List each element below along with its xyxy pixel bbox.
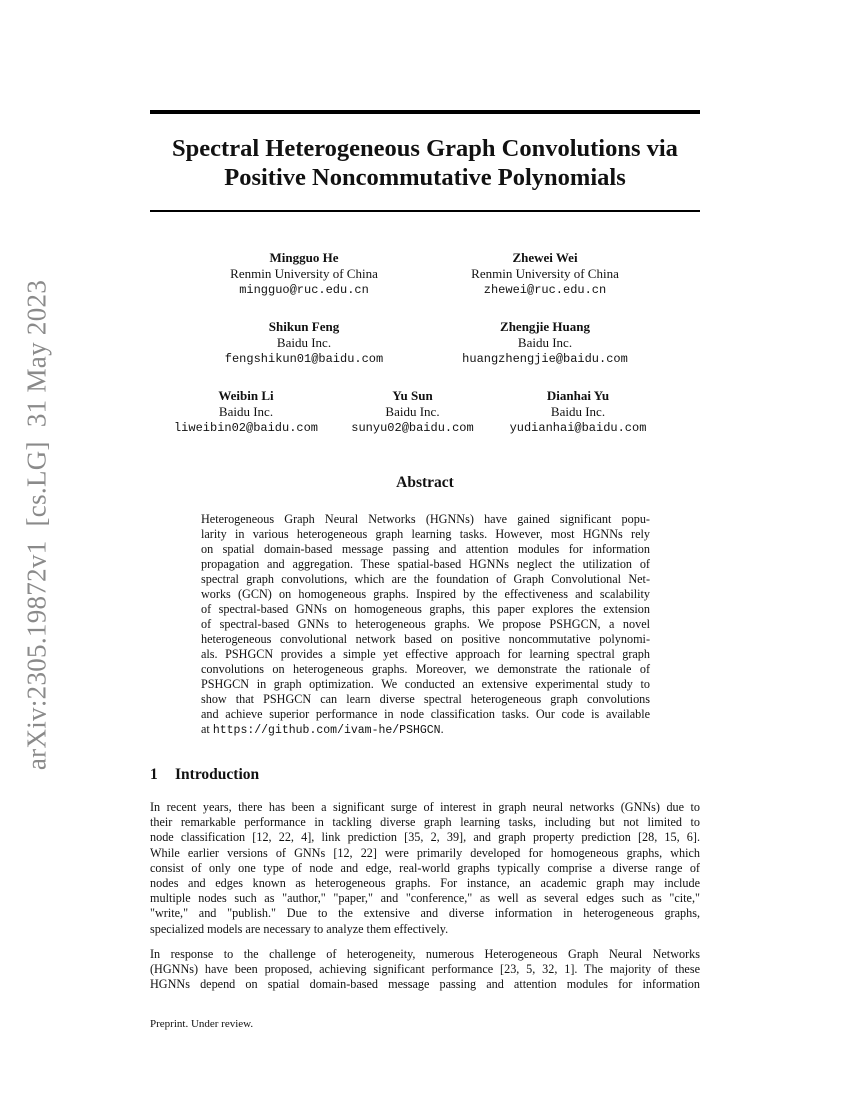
abstract-last-suffix: . (440, 722, 444, 736)
paragraph-line: In recent years, there has been a significant surge of interest in graph neural networks (GNNs) due to (150, 800, 700, 814)
paragraph-line: While earlier versions of GNNs [12, 22] were primarily developed for homogeneous graphs, which (150, 845, 700, 860)
paragraph-line: their remarkable performance in tackling diverse graph learning tasks, including but not limited to (150, 815, 700, 830)
author-name: Weibin Li (218, 388, 274, 403)
author-name: Shikun Feng (268, 319, 340, 334)
abstract-line: of spectral-based GNNs on homogeneous graphs, this paper explores the extension (201, 602, 650, 616)
section-number: 1 (150, 766, 158, 783)
abstract-line: als. PSHGCN provides a simple yet effective approach for learning spectral graph (201, 647, 650, 661)
paragraph-line: (HGNNs) have been proposed, achieving significant performance [23, 5, 32, 1]. The majority of these (150, 962, 700, 977)
abstract-line: Heterogeneous Graph Neural Networks (HGNNs) have gained significant popu- (201, 512, 650, 526)
author-name: Zhewei Wei (512, 250, 578, 265)
intro-paragraph-1 (150, 800, 700, 937)
preprint-footnote: Preprint. Under review. (150, 1018, 254, 1030)
author-block (498, 388, 658, 436)
paragraph-line: specialized models are necessary to analyze them effectively. (150, 921, 449, 936)
abstract-line: show that PSHGCN can learn diverse spectral heterogeneous graph convolutions (201, 692, 650, 706)
section-title: Introduction (175, 766, 260, 783)
title-line-2: Positive Noncommutative Polynomials (224, 164, 626, 191)
author-block (445, 250, 645, 298)
paragraph-line: node classification [12, 22, 4], link prediction [35, 2, 39], and graph property prediction [28, 15, 6]. (150, 830, 700, 845)
author-block (163, 388, 329, 436)
arxiv-sidebar-stamp (22, 280, 53, 770)
arxiv-date: 31 May 2023 (21, 279, 52, 428)
title-line-1: Spectral Heterogeneous Graph Convolutions via (172, 135, 678, 162)
abstract-last-prefix: at (201, 722, 213, 736)
author-name: Zhengjie Huang (500, 319, 590, 334)
abstract-heading: Abstract (396, 474, 454, 491)
author-affiliation: Baidu Inc. (218, 404, 274, 419)
paragraph-line: "write," and "publish." Due to the extensive and diverse information in heterogeneous graphs, (150, 906, 700, 921)
author-email: huangzhengjie@baidu.com (462, 352, 628, 366)
author-affiliation: Baidu Inc. (276, 335, 332, 350)
author-affiliation: Renmin University of China (230, 266, 378, 281)
author-block (340, 388, 485, 436)
author-email: fengshikun01@baidu.com (224, 352, 384, 366)
author-email: sunyu02@baidu.com (351, 421, 474, 435)
abstract-line: heterogeneous convolutional network based on positive noncommutative polynomi- (201, 632, 650, 646)
abstract-line: on spatial domain-based message passing and attention modules for information (201, 542, 650, 556)
title-top-rule (150, 110, 700, 114)
abstract-line: spectral graph convolutions, which are the foundation of Graph Convolutional Net- (201, 572, 650, 586)
abstract-line: larity in various heterogeneous graph learning tasks. However, most HGNNs rely (201, 527, 650, 541)
author-email: liweibin02@baidu.com (173, 421, 319, 435)
author-email: zhewei@ruc.edu.cn (483, 283, 607, 297)
abstract-last-line (201, 722, 650, 738)
author-block (440, 319, 650, 367)
abstract-line: propagation and aggregation. These spatial-based HGNNs neglect the utilization of (201, 557, 650, 571)
abstract-line: convolutions on heterogeneous graphs. Moreover, we demonstrate the rationale of (201, 662, 650, 676)
author-name: Mingguo He (269, 250, 339, 265)
section-heading (150, 766, 259, 784)
title-bottom-rule (150, 210, 700, 212)
abstract-line: and achieve superior performance in node classification tasks. Our code is available (201, 707, 650, 721)
paragraph-line: multiple nodes such as "author," "paper," and "conference," as well as several edges such as "cite," (150, 891, 700, 906)
author-name: Dianhai Yu (546, 388, 610, 403)
paragraph-line: In response to the challenge of heterogeneity, numerous Heterogeneous Graph Neural Networks (150, 947, 700, 961)
abstract-line: of spectral-based GNNs to heterogeneous graphs. We propose PSHGCN, a novel (201, 617, 650, 631)
intro-paragraph-2 (150, 947, 700, 993)
author-email: yudianhai@baidu.com (509, 421, 647, 435)
paragraph-line: consist of only one type of node and edge, real-world graphs typically comprise a diverse range of (150, 860, 700, 875)
author-affiliation: Renmin University of China (471, 266, 619, 281)
author-affiliation: Baidu Inc. (385, 404, 440, 419)
author-name: Yu Sun (392, 388, 433, 403)
abstract-line: works (GCN) on homogeneous graphs. Inspired by the effectiveness and scalability (201, 587, 650, 601)
abstract-body (201, 512, 650, 738)
author-email: mingguo@ruc.edu.cn (239, 283, 369, 297)
paragraph-line: nodes and edges known as heterogeneous graphs. For instance, an academic graph may include (150, 876, 700, 891)
author-block (204, 319, 404, 367)
author-affiliation: Baidu Inc. (550, 404, 606, 419)
arxiv-category: [cs.LG] (21, 441, 52, 527)
abstract-line: PSHGCN in graph optimization. We conducted an extensive experimental study to (201, 677, 650, 691)
paper-title (150, 134, 700, 192)
code-url-link[interactable]: https://github.com/ivam-he/PSHGCN (212, 724, 441, 737)
author-block (214, 250, 394, 298)
author-affiliation: Baidu Inc. (517, 335, 573, 350)
arxiv-id: arXiv:2305.19872v1 (21, 540, 52, 771)
paragraph-line: HGNNs depend on spatial domain-based message passing and attention modules for information (150, 977, 700, 992)
